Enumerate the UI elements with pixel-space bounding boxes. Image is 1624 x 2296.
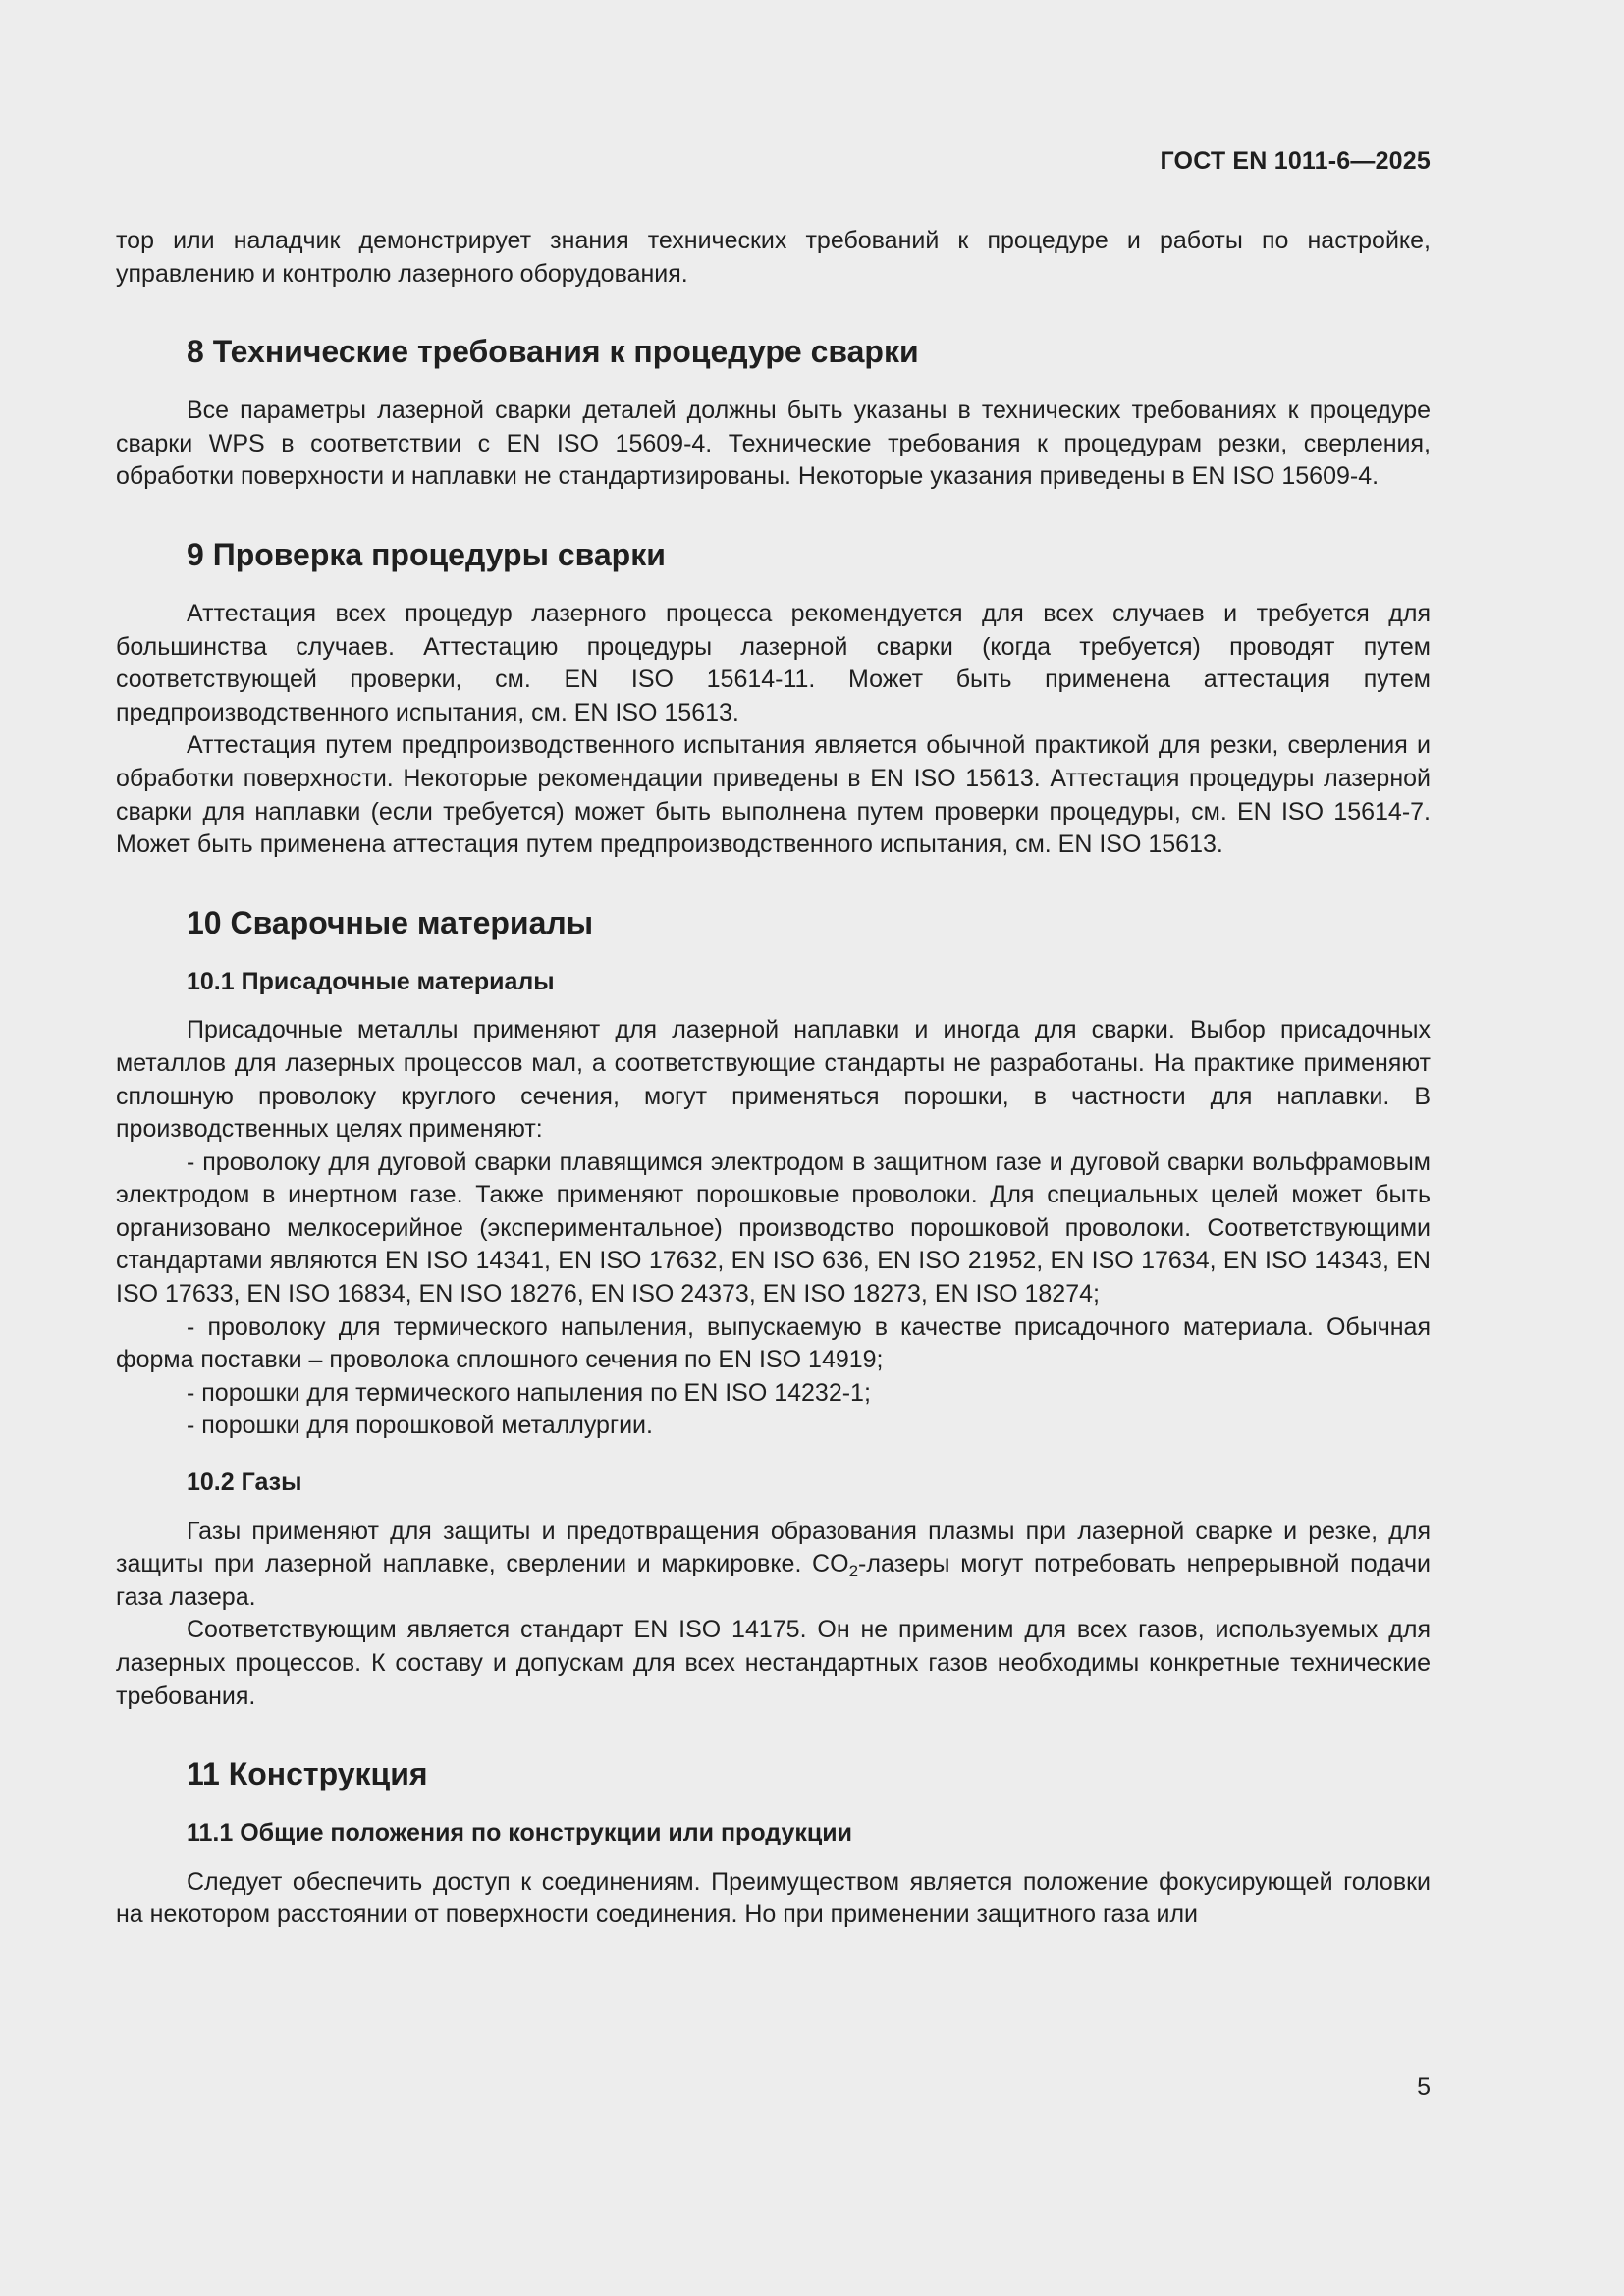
paragraph: Аттестация всех процедур лазерного процесса рекомендуется для всех случаев и требуется для большинства случаев. Аттестацию процедуры лазерной сварки (когда требуется) проводят путем соответствующей проверки, см. EN ISO 15614-11. Может быть применена аттестация путем предпроизводственного испытания, см. EN ISO 15613. bbox=[116, 599, 1431, 726]
section-heading-11: 11 Конструкция bbox=[187, 1756, 428, 1792]
list-item: - порошки для порошковой металлургии. bbox=[187, 1412, 653, 1440]
subsection-heading-11-1: 11.1 Общие положения по конструкции или продукции bbox=[187, 1819, 852, 1847]
page-content bbox=[116, 225, 1431, 1932]
paragraph: Все параметры лазерной сварки деталей должны быть указаны в технических требованиях к процедуре сварки WPS в соответствии с EN ISO 15609-4. Технические требования к процедурам резки, сверления, обработки поверхности и наплавки не стандартизированы. Некоторые указания приведены в EN ISO 15609-4. bbox=[116, 397, 1431, 491]
list-item: - проволоку для термического напыления, выпускаемую в качестве присадочного материала. Обычная форма поставки – проволока сплошного сечения по EN ISO 14919; bbox=[116, 1312, 1431, 1374]
section-heading-8: 8 Технические требования к процедуре сварки bbox=[187, 334, 919, 370]
section-heading-10: 10 Сварочные материалы bbox=[187, 904, 594, 940]
continued-paragraph: тор или наладчик демонстрирует знания технических требований к процедуре и работы по настройке, управлению и контролю лазерного оборудования. bbox=[116, 227, 1431, 288]
document-id-header: ГОСТ EN 1011-6—2025 bbox=[1160, 147, 1431, 175]
paragraph: Аттестация путем предпроизводственного испытания является обычной практикой для резки, сверления и обработки поверхности. Некоторые рекомендации приведены в EN ISO 15613. Аттестация процедуры лазерной сварки для наплавки (если требуется) может быть выполнена путем проверки процедуры, см. EN ISO 15614-7. Может быть применена аттестация путем предпроизводственного испытания, см. EN ISO 15613. bbox=[116, 731, 1431, 859]
subsection-heading-10-1: 10.1 Присадочные материалы bbox=[187, 967, 555, 995]
text-run: -лазеры могут потребовать непрерывной подачи газа лазера. bbox=[116, 1550, 1431, 1611]
text-run: Газы применяют для защиты и предотвращения образования плазмы при лазерной сварке и резке, для защиты при лазерной наплавке, сверлении и маркировке. CO bbox=[116, 1517, 1431, 1578]
paragraph: Следует обеспечить доступ к соединениям. Преимуществом является положение фокусирующей головки на некотором расстоянии от поверхности соединения. Но при применении защитного газа или bbox=[116, 1867, 1431, 1929]
page-number: 5 bbox=[1417, 2073, 1431, 2101]
paragraph bbox=[116, 1516, 1431, 1615]
paragraph: Соответствующим является стандарт EN ISO 14175. Он не применим для всех газов, используемых для лазерных процессов. К составу и допускам для всех нестандартных газов необходимы конкретные технические требования. bbox=[116, 1616, 1431, 1710]
section-heading-9: 9 Проверка процедуры сварки bbox=[187, 536, 666, 572]
subscript: 2 bbox=[848, 1562, 859, 1581]
list-item: - проволоку для дуговой сварки плавящимся электродом в защитном газе и дуговой сварки вольфрамовым электродом в инертном газе. Также применяют порошковые проволоки. Для специальных целей может быть организовано мелкосерийное (экспериментальное) производство порошковой проволоки. Соответствующими стандартами являются EN ISO 14341, EN ISO 17632, EN ISO 636, EN ISO 21952, EN ISO 17634, EN ISO 14343, EN ISO 17633, EN ISO 16834, EN ISO 18276, EN ISO 24373, EN ISO 18273, EN ISO 18274; bbox=[116, 1148, 1431, 1308]
subsection-heading-10-2: 10.2 Газы bbox=[187, 1468, 302, 1497]
paragraph: Присадочные металлы применяют для лазерной наплавки и иногда для сварки. Выбор присадочных металлов для лазерных процессов мал, а соответствующие стандарты не разработаны. На практике применяют сплошную проволоку круглого сечения, могут применяться порошки, в частности для наплавки. В производственных целях применяют: bbox=[116, 1016, 1431, 1144]
list-item: - порошки для термического напыления по EN ISO 14232-1; bbox=[187, 1378, 871, 1407]
